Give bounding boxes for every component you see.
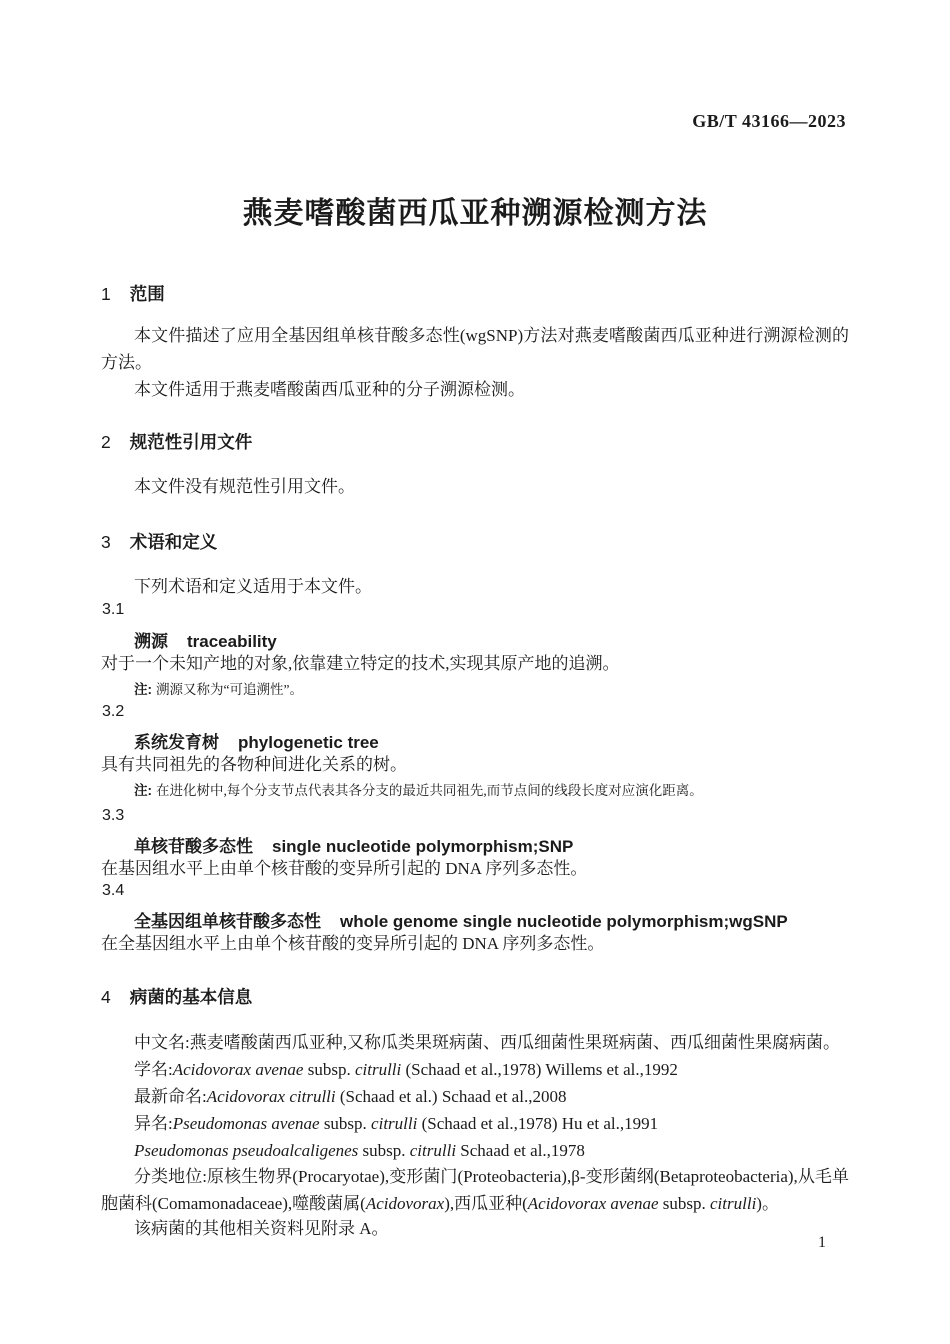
term-number-3-1: 3.1 [102,601,125,618]
section-2-heading [101,429,252,454]
term-zh: 溯源 [134,632,168,651]
term-en: single nucleotide polymorphism;SNP [272,837,574,856]
normative-references-paragraph: 本文件没有规范性引用文件。 [134,477,355,496]
term-number-3-3: 3.3 [102,807,125,824]
section-title: 术语和定义 [129,532,218,552]
note-text: 溯源又称为“可追溯性”。 [156,682,303,697]
page-number: 1 [818,1234,826,1251]
term-3-2-note [134,781,848,800]
terms-intro-paragraph: 下列术语和定义适用于本文件。 [134,577,372,596]
term-3-3 [134,832,573,857]
section-1-heading [101,281,165,306]
term-number-3-2: 3.2 [102,703,125,720]
term-number-3-4: 3.4 [102,882,125,899]
term-en: phylogenetic tree [238,733,379,752]
pathogen-chinese-name-line: 中文名:燕麦嗜酸菌西瓜亚种,又称瓜类果斑病菌、西瓜细菌性果斑病菌、西瓜细菌性果腐病菌。 [134,1033,840,1052]
note-text: 在进化树中,每个分支节点代表其各分支的最近共同祖先,而节点间的线段长度对应演化距离。 [156,783,703,798]
note-label: 注: [134,682,152,697]
pathogen-taxonomy-paragraph: 分类地位:原核生物界(Procaryotae),变形菌门(Proteobacteria),β-变形菌纲(Betaproteobacteria),从毛单胞菌科(Comamonadaceae),噬酸菌属(Acidovorax),西瓜亚种(Acidovorax avenae subsp. citrulli)。 [101,1167,849,1213]
scope-paragraph-1: 本文件描述了应用全基因组单核苷酸多态性(wgSNP)方法对燕麦嗜酸菌西瓜亚种进行溯源检测的方法。 [101,326,849,372]
section-4-heading [101,984,252,1009]
section-title: 规范性引用文件 [129,432,253,452]
pathogen-synonym-line: 异名:Pseudomonas avenae subsp. citrulli (Schaad et al.,1978) Hu et al.,1991 [134,1114,659,1133]
document-title: 燕麦嗜酸菌西瓜亚种溯源检测方法 [242,197,708,230]
pathogen-scientific-name-line: 学名:Acidovorax avenae subsp. citrulli (Schaad et al.,1978) Willems et al.,1992 [134,1060,678,1079]
term-zh: 单核苷酸多态性 [134,837,253,856]
section-number: 1 [101,284,111,304]
term-3-4 [134,907,788,932]
section-number: 2 [101,432,111,452]
term-3-1-note [134,680,848,699]
term-en: whole genome single nucleotide polymorphism;wgSNP [340,912,788,931]
pathogen-other-info-line: 该病菌的其他相关资料见附录 A。 [134,1219,389,1238]
term-3-4-definition: 在全基因组水平上由单个核苷酸的变异所引起的 DNA 序列多态性。 [101,934,605,953]
pathogen-latest-name-line: 最新命名:Acidovorax citrulli (Schaad et al.) Schaad et al.,2008 [134,1087,567,1106]
section-number: 3 [101,532,111,552]
section-3-heading [101,529,217,554]
term-3-2-definition: 具有共同祖先的各物种间进化关系的树。 [101,755,407,774]
term-3-1 [134,627,277,652]
section-title: 病菌的基本信息 [129,987,253,1007]
term-3-1-definition: 对于一个未知产地的对象,依靠建立特定的技术,实现其原产地的追溯。 [101,654,620,673]
standard-code: GB/T 43166—2023 [692,111,846,131]
term-3-3-definition: 在基因组水平上由单个核苷酸的变异所引起的 DNA 序列多态性。 [101,859,588,878]
term-zh: 系统发育树 [134,733,219,752]
term-en: traceability [187,632,277,651]
term-zh: 全基因组单核苷酸多态性 [134,912,321,931]
note-label: 注: [134,783,152,798]
term-3-2 [134,728,379,753]
section-number: 4 [101,987,111,1007]
pathogen-synonym-2-line: Pseudomonas pseudoalcaligenes subsp. citrulli Schaad et al.,1978 [134,1141,585,1160]
section-title: 范围 [129,284,165,304]
scope-paragraph-2: 本文件适用于燕麦嗜酸菌西瓜亚种的分子溯源检测。 [134,380,525,399]
